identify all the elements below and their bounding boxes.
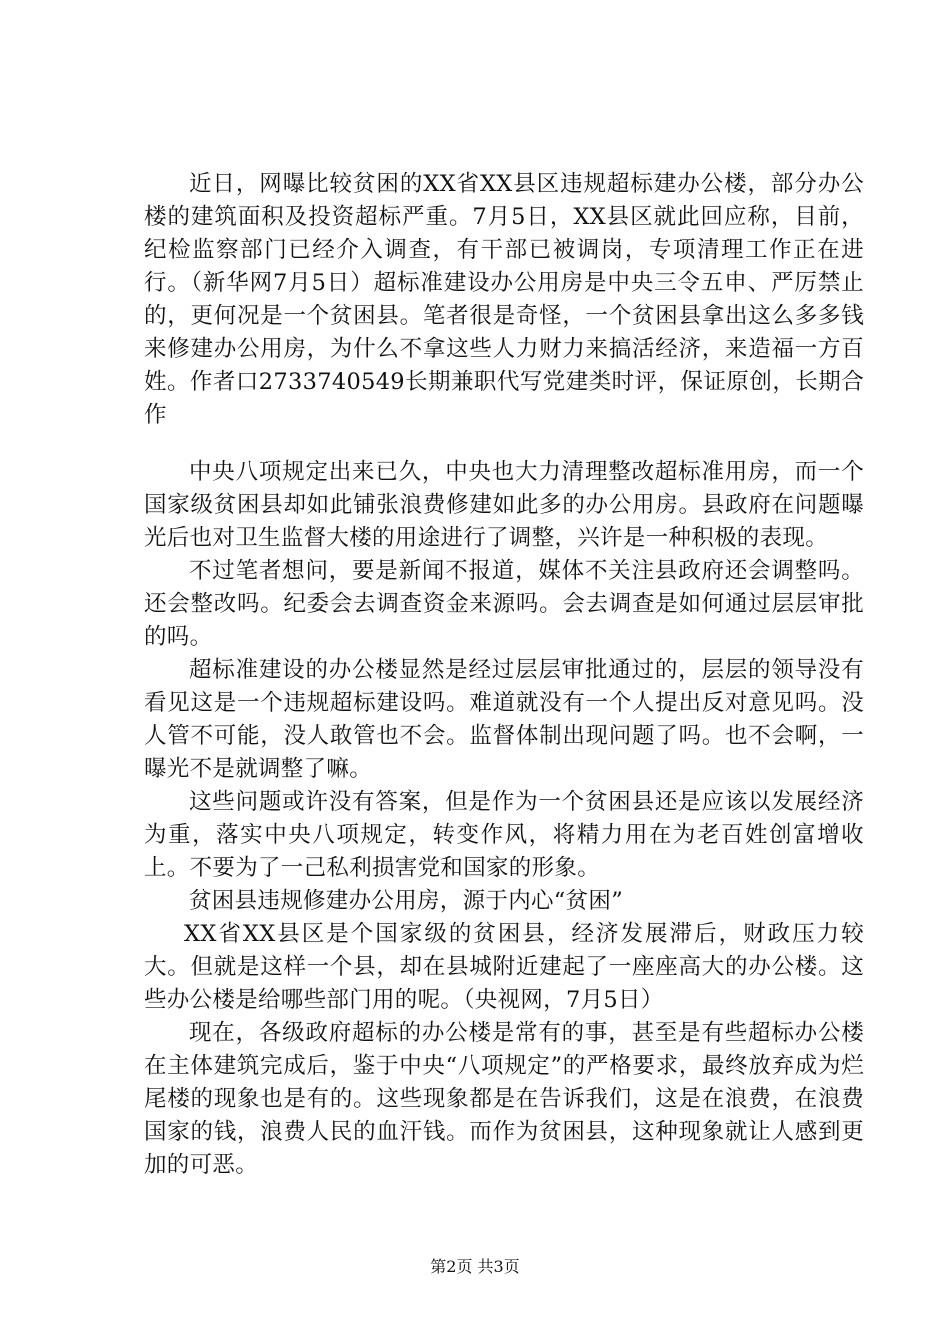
page-number-footer: 第2页 共3页	[430, 1257, 520, 1276]
paragraph-county-background: XX省XX县区是个国家级的贫困县，经济发展滞后，财政压力较大。但就是这样一个县，却在县城附近建起了一座座高大的办公楼。这些办公楼是给哪些部门用的呢。（央视网，7月5日）	[144, 921, 864, 1013]
paragraph-question: 不过笔者想问，要是新闻不报道，媒体不关注县政府还会调整吗。还会整改吗。纪委会去调查资金来源吗。会去调查是如何通过层层审批的吗。	[144, 558, 864, 650]
paragraph-conclusion: 这些问题或许没有答案，但是作为一个贫困县还是应该以发展经济为重，落实中央八项规定，转变作风，将精力用在为老百姓创富增收上。不要为了一己私利损害党和国家的形象。	[144, 789, 864, 881]
document-body	[144, 168, 864, 1182]
paragraph-eight-rules: 中央八项规定出来已久，中央也大力清理整改超标准用房，而一个国家级贫困县却如此铺张浪费修建如此多的办公用房。县政府在问题曝光后也对卫生监督大楼的用途进行了调整，兴许是一种积极的表现。	[144, 459, 864, 551]
paragraph-approval: 超标准建设的办公楼显然是经过层层审批通过的，层层的领导没有看见这是一个违规超标建设吗。难道就没有一个人提出反对意见吗。没人管不可能，没人敢管也不会。监督体制出现问题了吗。也不会啊，一曝光不是就调整了嘛。	[144, 657, 864, 782]
paragraph-waste: 现在，各级政府超标的办公楼是常有的事，甚至是有些超标办公楼在主体建筑完成后，鉴于中央“八项规定”的严格要求，最终放弃成为烂尾楼的现象也是有的。这些现象都是在告诉我们，这是在浪费，在浪费国家的钱，浪费人民的血汗钱。而作为贫困县，这种现象就让人感到更加的可恶。	[144, 1020, 864, 1178]
section-heading: 贫困县违规修建办公用房，源于内心“贫困”	[189, 888, 624, 914]
paragraph-intro: 近日，网曝比较贫困的XX省XX县区违规超标建办公楼，部分办公楼的建筑面积及投资超标严重。7月5日，XX县区就此回应称，目前，纪检监察部门已经介入调查，有干部已被调岗，专项清理工作正在进行。（新华网7月5日）超标准建设办公用房是中央三令五申、严厉禁止的，更何况是一个贫困县。笔者很是奇怪，一个贫困县拿出这么多多钱来修建办公用房，为什么不拿这些人力财力来搞活经济，来造福一方百姓。作者口2733740549长期兼职代写党建类时评，保证原创，长期合作	[144, 171, 864, 428]
